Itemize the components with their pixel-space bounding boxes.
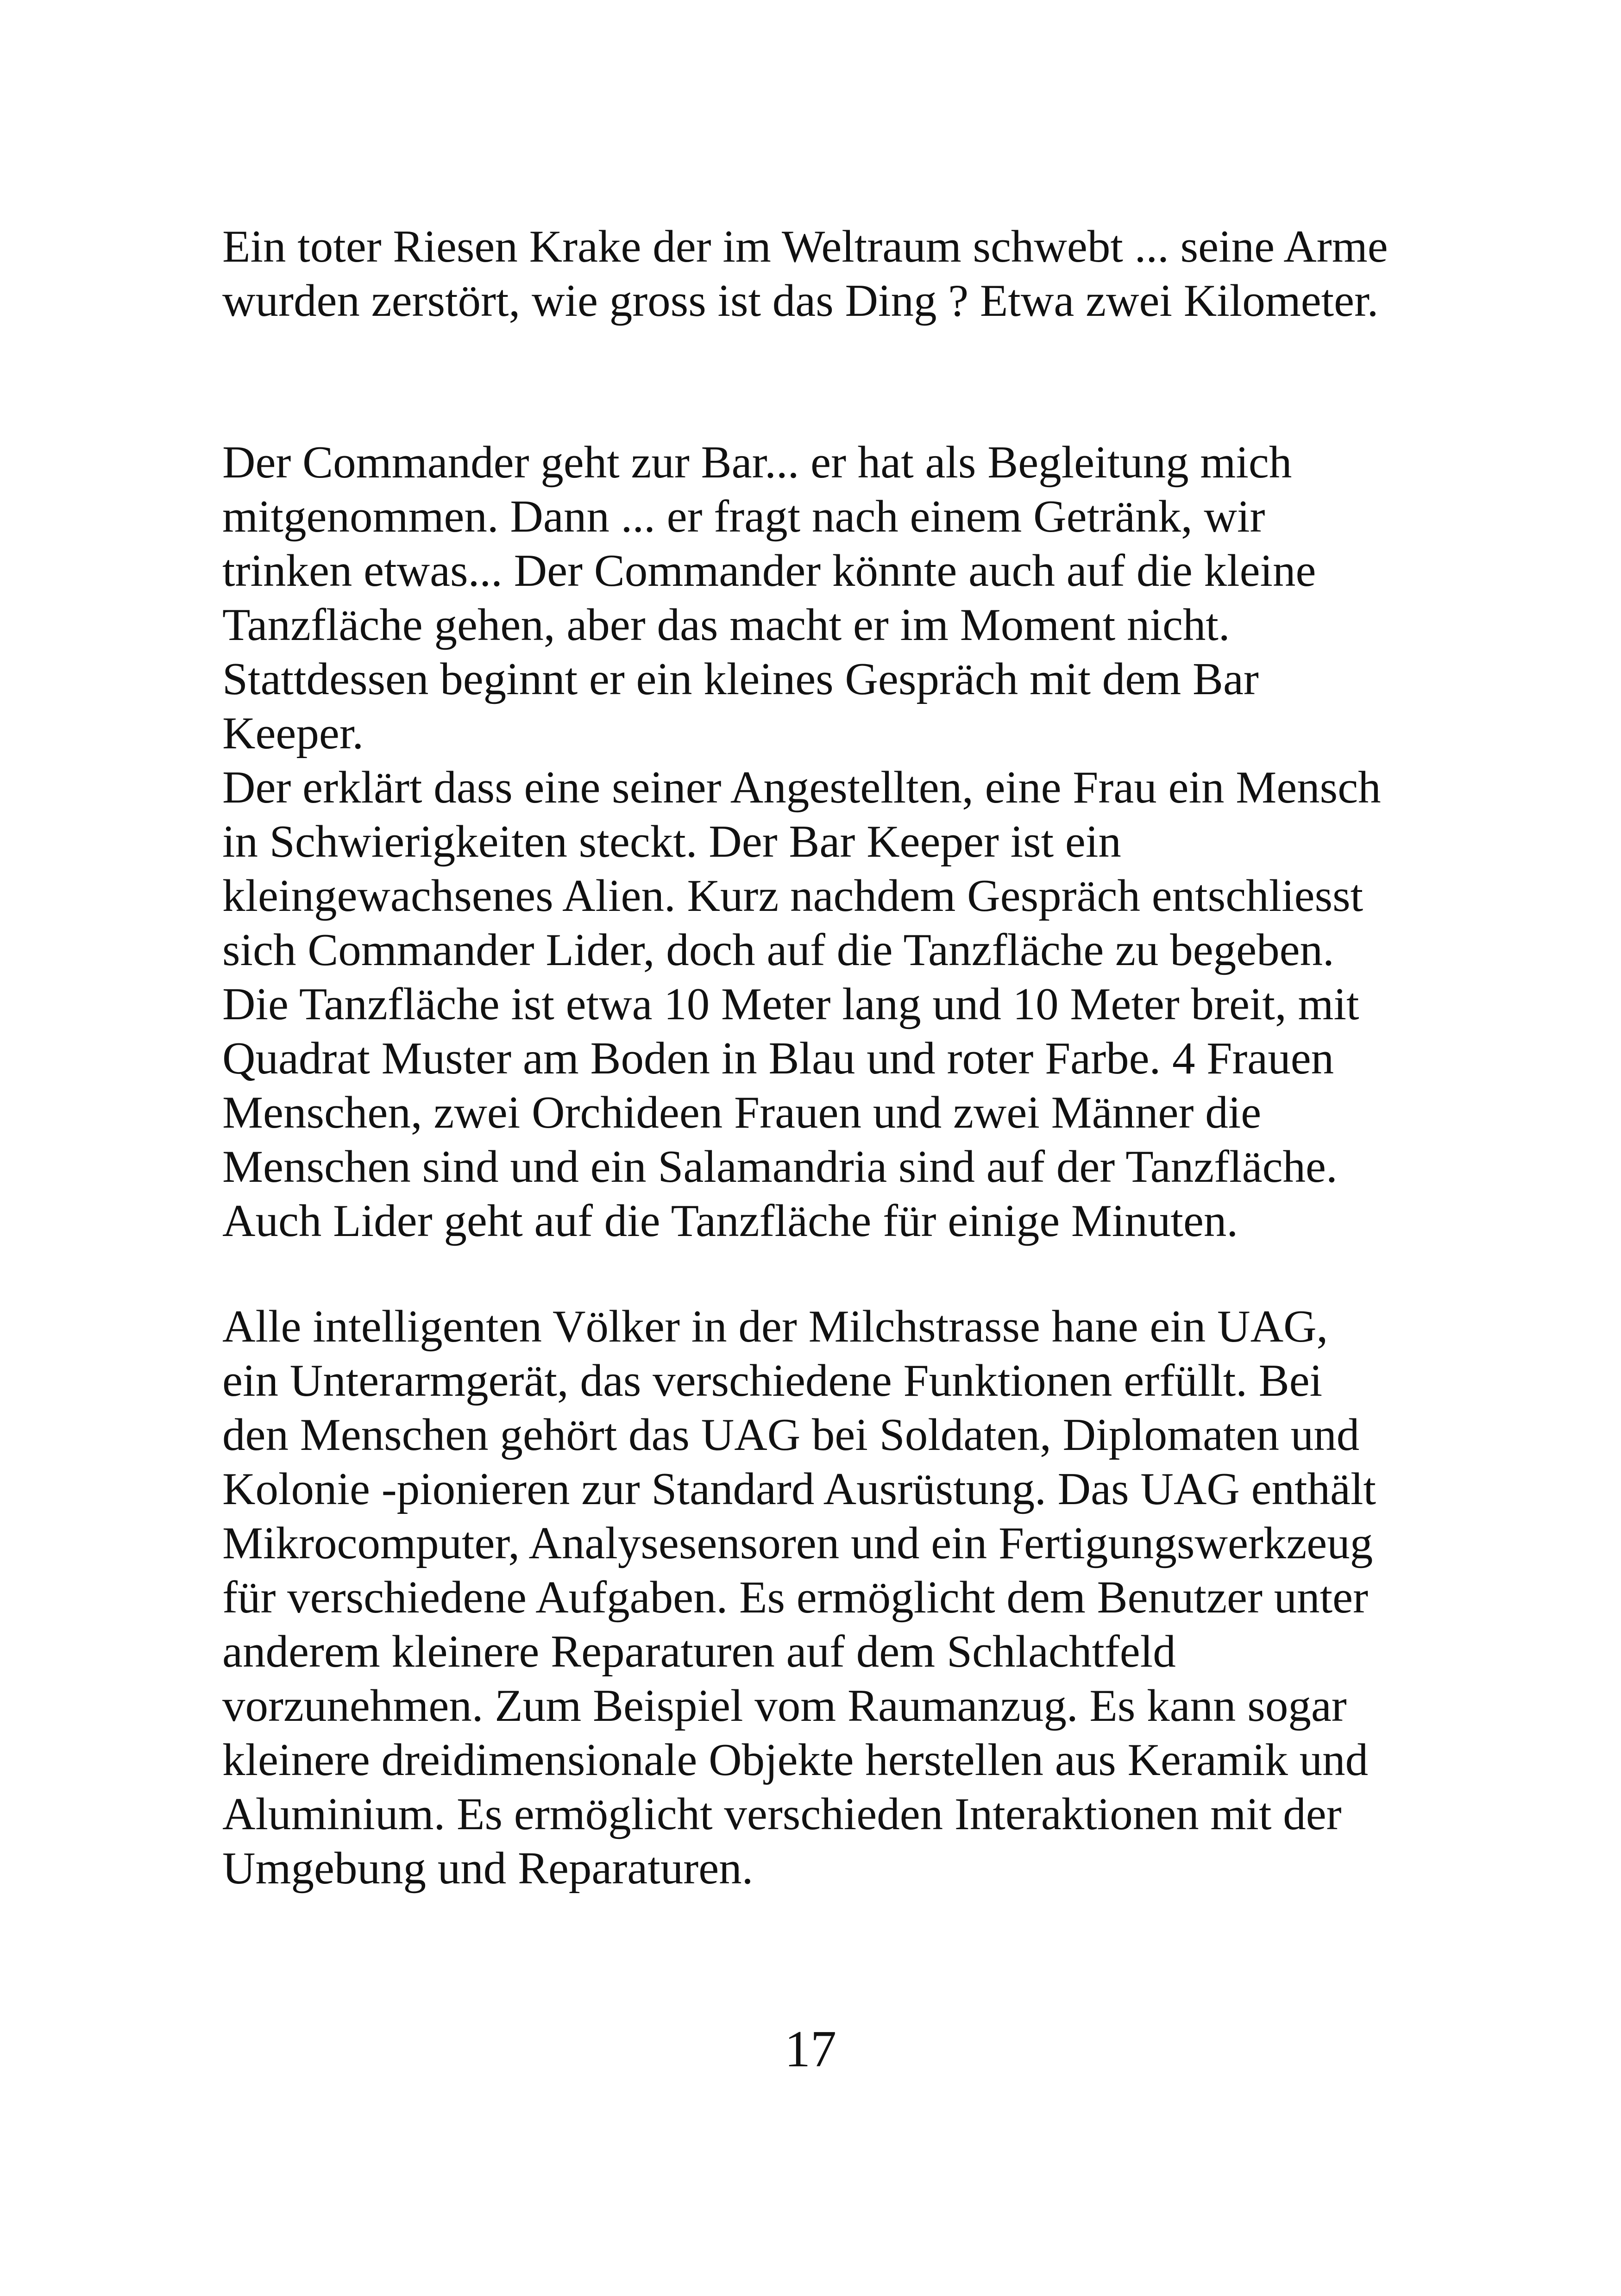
text-line: Auch Lider geht auf die Tanzfläche für einige Minuten. (222, 1196, 1238, 1246)
text-line: Tanzfläche gehen, aber das macht er im Moment nicht. (222, 600, 1230, 650)
text-line: in Schwierigkeiten steckt. Der Bar Keeper ist ein (222, 816, 1121, 867)
text-line: Kolonie -pionieren zur Standard Ausrüstung. Das UAG enthält (222, 1464, 1376, 1514)
text-line: kleingewachsenes Alien. Kurz nachdem Gespräch entschliesst (222, 871, 1363, 921)
text-line: kleinere dreidimensionale Objekte herstellen aus Keramik und (222, 1735, 1369, 1785)
text-line: Alle intelligenten Völker in der Milchstrasse hane ein UAG, (222, 1301, 1328, 1352)
text-line: wurden zerstört, wie gross ist das Ding ? Etwa zwei Kilometer. (222, 276, 1379, 326)
paragraph-3 (222, 1299, 1450, 1895)
paragraph-2 (222, 435, 1450, 1248)
text-line: Der Commander geht zur Bar... er hat als Begleitung mich (222, 437, 1292, 488)
text-line: Stattdessen beginnt er ein kleines Gespräch mit dem Bar (222, 654, 1259, 704)
text-line: sich Commander Lider, doch auf die Tanzfläche zu begeben. (222, 925, 1334, 975)
text-line: Mikrocomputer, Analysesensoren und ein Fertigungswerkzeug (222, 1518, 1373, 1568)
page-number: 17 (785, 2020, 836, 2078)
text-line: Menschen sind und ein Salamandria sind auf der Tanzfläche. (222, 1142, 1338, 1192)
text-line: Aluminium. Es ermöglicht verschieden Interaktionen mit der (222, 1789, 1342, 1839)
text-line: anderem kleinere Reparaturen auf dem Schlachtfeld (222, 1626, 1176, 1677)
text-line: Menschen, zwei Orchideen Frauen und zwei Männer die (222, 1087, 1262, 1138)
text-line: ein Unterarmgerät, das verschiedene Funktionen erfüllt. Bei (222, 1355, 1323, 1406)
text-line: mitgenommen. Dann ... er fragt nach einem Getränk, wir (222, 491, 1265, 542)
text-line: vorzunehmen. Zum Beispiel vom Raumanzug. Es kann sogar (222, 1681, 1347, 1731)
text-line: Quadrat Muster am Boden in Blau und roter Farbe. 4 Frauen (222, 1033, 1334, 1084)
text-line: Umgebung und Reparaturen. (222, 1843, 754, 1894)
text-line: den Menschen gehört das UAG bei Soldaten, Diplomaten und (222, 1410, 1360, 1460)
text-line: Der erklärt dass eine seiner Angestellten, eine Frau ein Mensch (222, 762, 1381, 813)
text-line: trinken etwas... Der Commander könnte auch auf die kleine (222, 546, 1316, 596)
text-line: Keeper. (222, 708, 364, 759)
text-line: für verschiedene Aufgaben. Es ermöglicht dem Benutzer unter (222, 1572, 1369, 1623)
text-line: Ein toter Riesen Krake der im Weltraum schwebt ... seine Arme (222, 221, 1388, 272)
text-line: Die Tanzfläche ist etwa 10 Meter lang und 10 Meter breit, mit (222, 979, 1359, 1029)
paragraph-1 (222, 220, 1450, 328)
